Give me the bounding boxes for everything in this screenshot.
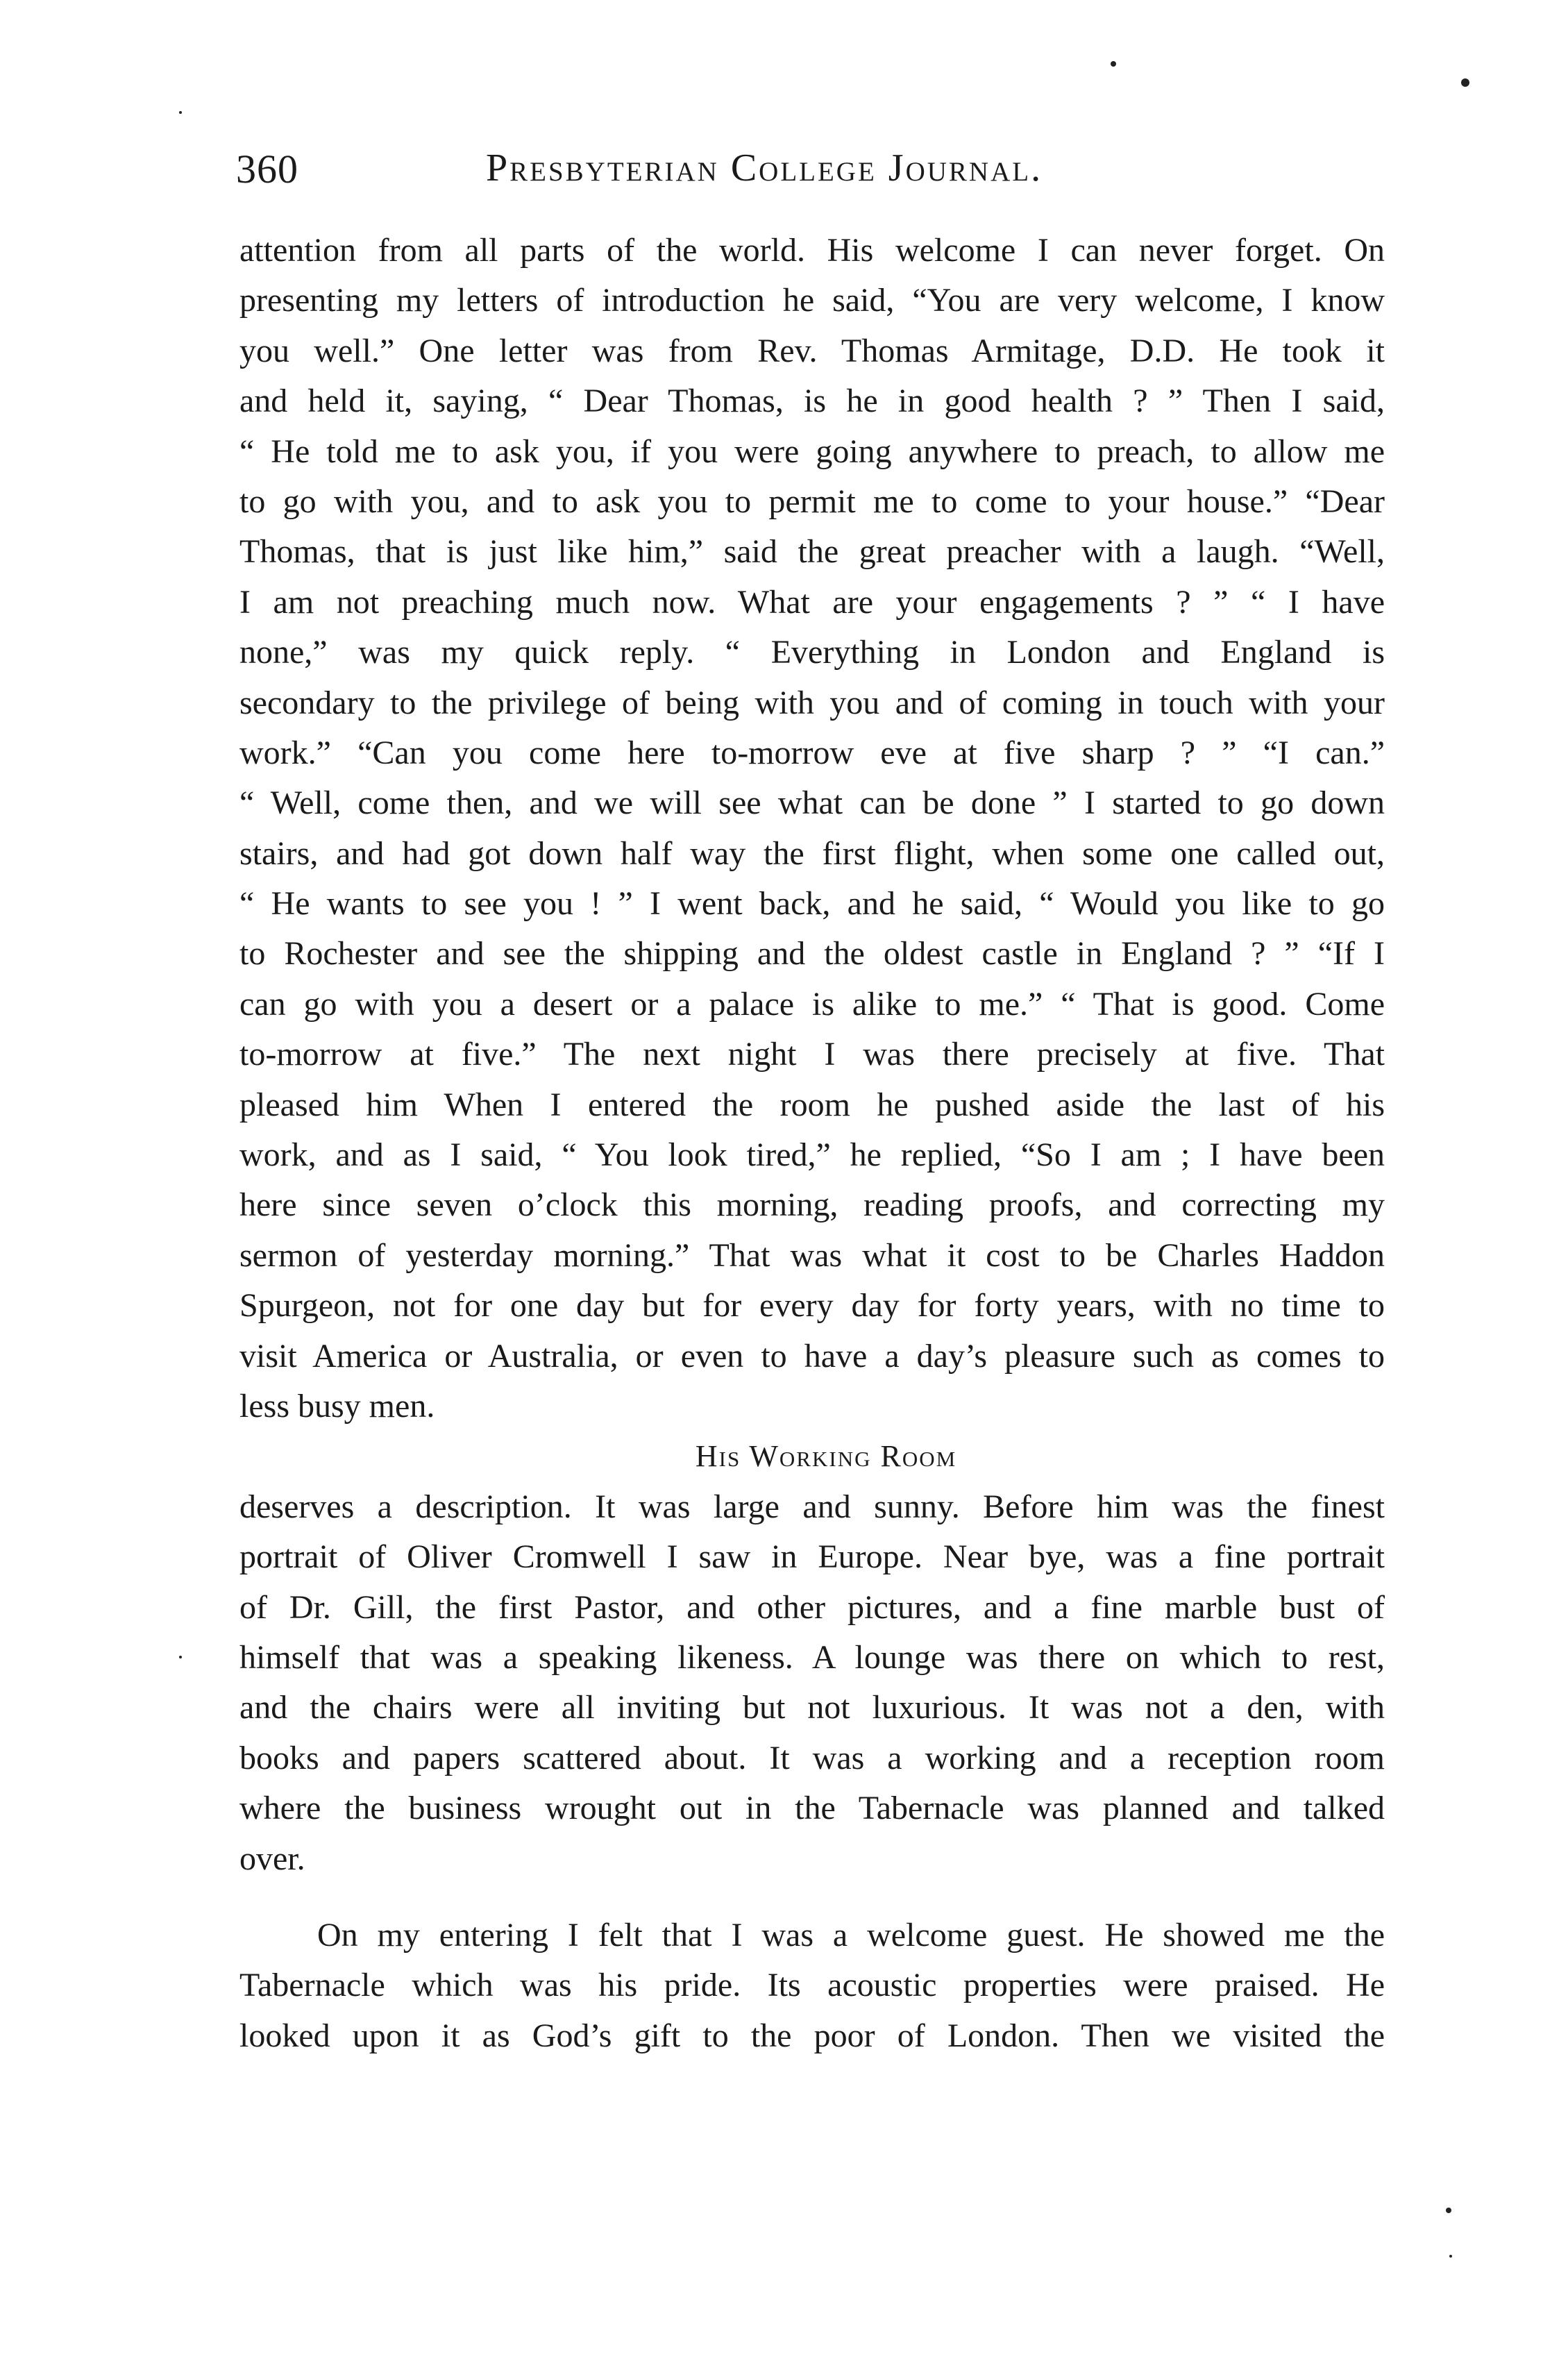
text-line: to Rochester and see the shipping and the oldest castle in England ? ” “If I [239, 935, 1385, 973]
paragraph-1 [239, 226, 1385, 1431]
text-line: over. [239, 1840, 305, 1877]
text-line: to go with you, and to ask you to permit me to come to your house.” “Dear [239, 482, 1385, 520]
text-line: and held it, saying, “ Dear Thomas, is he in good health ? ” Then I said, [239, 383, 1385, 420]
text-line: of Dr. Gill, the first Pastor, and other pictures, and a fine marble bust of [239, 1588, 1385, 1626]
text-line: here since seven o’clock this morning, reading proofs, and correcting my [239, 1186, 1385, 1224]
scan-speck [179, 1656, 182, 1658]
text-line: Thomas, that is just like him,” said the great preacher with a laugh. “Well, [239, 533, 1385, 571]
body-text [239, 226, 1385, 2061]
text-line: work.” “Can you come here to-morrow eve at five sharp ? ” “I can.” [239, 734, 1385, 771]
text-line: Tabernacle which was his pride. Its acoustic properties were praised. He [239, 1967, 1385, 2004]
scan-speck [1461, 78, 1469, 87]
text-line: work, and as I said, “ You look tired,” he replied, “So I am ; I have been [239, 1136, 1385, 1174]
text-line: “ He told me to ask you, if you were going anywhere to preach, to allow me [239, 432, 1385, 470]
text-line: portrait of Oliver Cromwell I saw in Europe. Near bye, was a fine portrait [239, 1538, 1385, 1576]
text-line: stairs, and had got down half way the first flight, when some one called out, [239, 834, 1385, 872]
paragraph-2 [239, 1482, 1385, 1884]
text-line: and the chairs were all inviting but not luxurious. It was not a den, with [239, 1689, 1385, 1726]
scan-speck [1111, 61, 1116, 67]
text-line: On my entering I felt that I was a welcome guest. He showed me the [317, 1916, 1385, 1954]
section-heading: His Working Room [695, 1439, 957, 1474]
text-line: you well.” One letter was from Rev. Thomas Armitage, D.D. He took it [239, 332, 1385, 369]
text-line: books and papers scattered about. It was a working and a reception room [239, 1739, 1385, 1776]
text-line: himself that was a speaking likeness. A lounge was there on which to rest, [239, 1638, 1385, 1676]
text-line: looked upon it as God’s gift to the poor of London. Then we visited the [239, 2017, 1385, 2054]
text-line: attention from all parts of the world. His welcome I can never forget. On [239, 232, 1385, 269]
paragraph-spacer [239, 1884, 1385, 1910]
text-line: I am not preaching much now. What are your engagements ? ” “ I have [239, 583, 1385, 621]
text-line: where the business wrought out in the Tabernacle was planned and talked [239, 1790, 1385, 1827]
page-number: 360 [236, 146, 298, 192]
paragraph-3 [239, 1910, 1385, 2061]
text-line: Spurgeon, not for one day but for every day for forty years, with no time to [239, 1287, 1385, 1325]
running-title: Presbyterian College Journal. [486, 146, 1043, 190]
text-line: can go with you a desert or a palace is alike to me.” “ That is good. Come [239, 985, 1385, 1023]
scan-speck [179, 111, 182, 114]
scan-speck [1446, 2208, 1451, 2213]
text-line: to-morrow at five.” The next night I was there precisely at five. That [239, 1036, 1385, 1073]
text-line: less busy men. [239, 1387, 435, 1425]
text-line: pleased him When I entered the room he pushed aside the last of his [239, 1086, 1385, 1123]
text-line: sermon of yesterday morning.” That was what it cost to be Charles Haddon [239, 1236, 1385, 1274]
text-line: “ He wants to see you ! ” I went back, and he said, “ Would you like to go [239, 885, 1385, 923]
text-line: presenting my letters of introduction he said, “You are very welcome, I know [239, 282, 1385, 319]
text-line: secondary to the privilege of being with you and of coming in touch with your [239, 684, 1385, 721]
text-line: deserves a description. It was large and sunny. Before him was the finest [239, 1488, 1385, 1525]
text-line: visit America or Australia, or even to have a day’s pleasure such as comes to [239, 1337, 1385, 1375]
scan-speck [1449, 2255, 1452, 2258]
text-line: none,” was my quick reply. “ Everything in London and England is [239, 634, 1385, 671]
running-header [236, 146, 1388, 201]
text-line: “ Well, come then, and we will see what can be done ” I started to go down [239, 784, 1385, 822]
